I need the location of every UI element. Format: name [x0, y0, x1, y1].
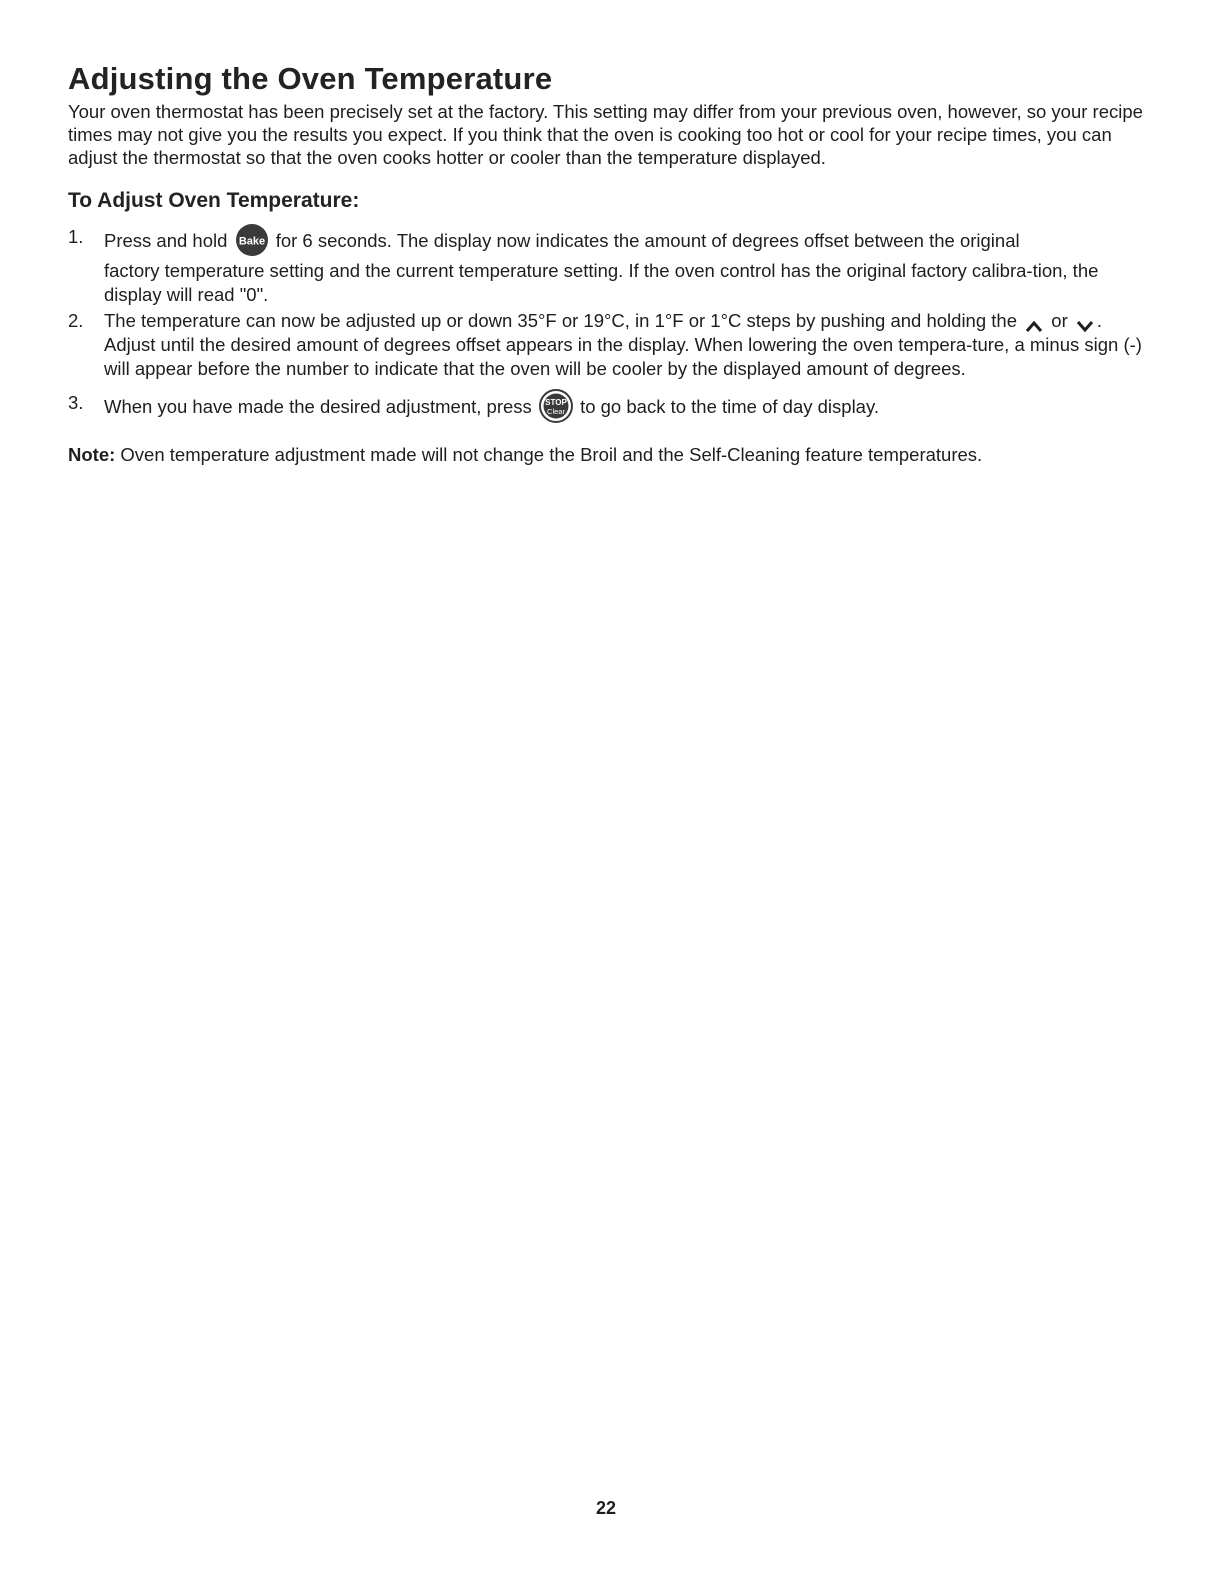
bake-button-icon — [235, 223, 269, 257]
step-number: 1. — [68, 226, 84, 247]
step-3 — [68, 391, 1143, 425]
bake-button-label: Bake — [238, 235, 265, 248]
stop-clear-button-icon — [539, 389, 573, 423]
page-content — [68, 60, 1143, 467]
step-number: 2. — [68, 310, 84, 331]
step-3-text-after: to go back to the time of day display. — [580, 395, 879, 417]
page-title: Adjusting the Oven Temperature — [68, 61, 553, 96]
step-1-text-before: Press and hold — [104, 229, 228, 251]
step-1-text-after: for 6 seconds. The display now indicates the amount of degrees offset between the original — [275, 229, 1020, 251]
down-arrow-icon — [1075, 315, 1095, 329]
note-text: Oven temperature adjustment made will not change the Broil and the Self-Cleaning feature temperatures. — [120, 444, 983, 465]
step-2-text-b: or — [1051, 310, 1068, 331]
page-number: 22 — [595, 1498, 617, 1518]
step-2-text-a: The temperature can now be adjusted up or down 35°F or 19°C, in 1°F or 1°C steps by pushing and holding the — [104, 310, 1017, 331]
note-label: Note: — [68, 444, 116, 465]
steps-list — [68, 225, 1143, 425]
step-3-text-before: When you have made the desired adjustment, press — [104, 395, 532, 417]
section-heading: To Adjust Oven Temperature: — [68, 189, 360, 212]
step-number: 3. — [68, 392, 84, 413]
note — [68, 443, 1143, 467]
step-2 — [68, 309, 1143, 381]
step-1 — [68, 225, 1143, 307]
clear-label: Clear — [546, 407, 565, 416]
intro-paragraph: Your oven thermostat has been precisely set at the factory. This setting may differ from your previous oven, however, so your recipe times may not give you the results you expect. If you think that the oven is cooking too hot or cool for your recipe times, you can adjust the thermostat so that the oven cooks hotter or cooler than the temperature displayed. — [68, 101, 1143, 168]
up-arrow-icon — [1024, 315, 1044, 329]
stop-label: STOP — [545, 398, 567, 407]
step-1-text-cont: factory temperature setting and the current temperature setting. If the oven control has the original factory calibra-tion, the display will read "0". — [104, 260, 1099, 305]
step-2-text-c: . Adjust until the desired amount of degrees offset appears in the display. When lowering the oven tempera-ture, a minus sign (-) will appear before the number to indicate that the oven will be cooler by the displayed amount of degrees. — [104, 310, 1142, 379]
